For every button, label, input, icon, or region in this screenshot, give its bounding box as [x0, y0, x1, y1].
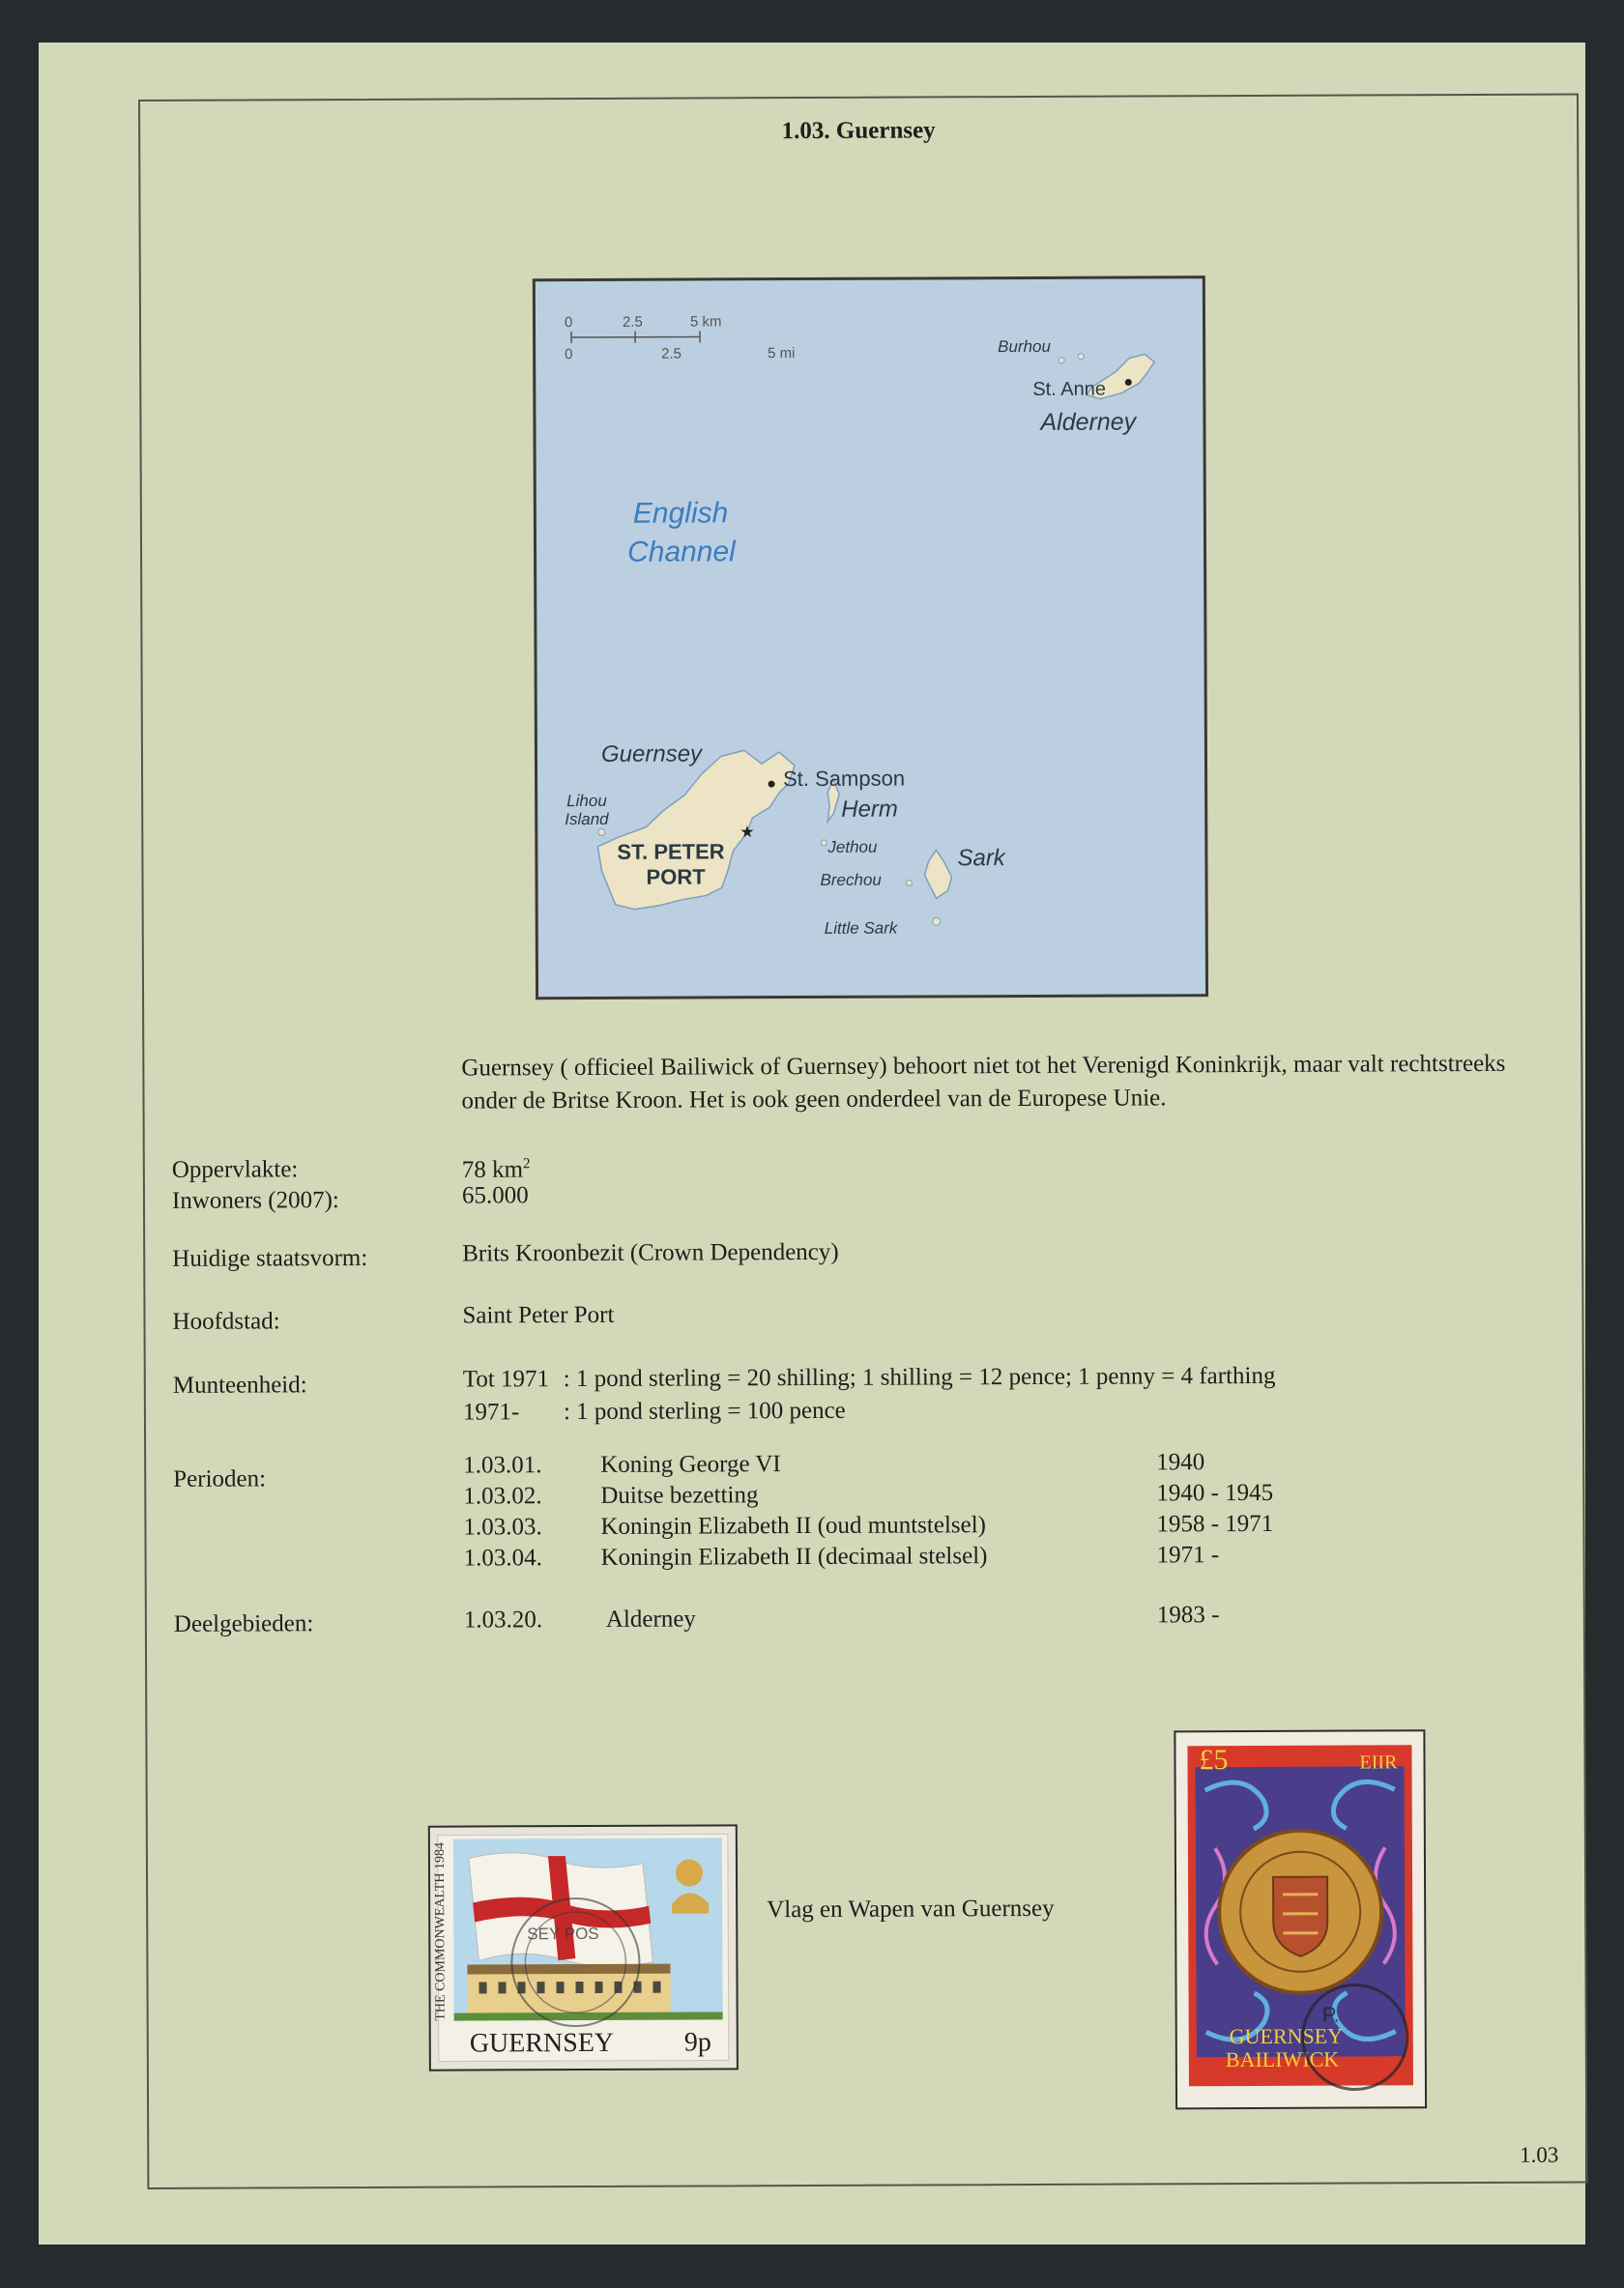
stamp-coat-of-arms — [1174, 1729, 1427, 2109]
sark-island — [924, 850, 951, 898]
label-brechou: Brechou — [820, 870, 882, 889]
stamp-commonwealth-flag — [428, 1824, 739, 2071]
subareas-label: Deelgebieden: — [173, 1610, 314, 1637]
intro-text: Guernsey ( officieel Bailiwick of Guernsey) behoort niet tot het Verenigd Koninkrijk, maar valt rechtstreeks onder de Britse Kroon. Het is ook geen onderdeel van de Europese Unie. — [461, 1050, 1506, 1115]
scale-mi-5: 5 mi — [768, 345, 796, 362]
label-st-sampson: St. Sampson — [783, 766, 906, 792]
label-channel: Channel — [626, 536, 736, 568]
period-name: Koningin Elizabeth II (decimaal stelsel) — [600, 1543, 988, 1571]
map-scale-bar — [571, 331, 700, 343]
currency-2-text: : 1 pond sterling = 100 pence — [563, 1397, 846, 1426]
label-port: PORT — [646, 864, 706, 889]
scale-km-5: 5 km — [689, 313, 722, 331]
area-value: 78 $km^2$ — [461, 1156, 531, 1183]
svg-text:★: ★ — [740, 823, 755, 842]
stamps-caption: Vlag en Wapen van Guernsey — [767, 1895, 1055, 1924]
label-st-peter: ST. PETER — [617, 839, 725, 864]
stamp-side-text: THE COMMONWEALTH 1984 — [432, 1842, 449, 2021]
label-alderney: Alderney — [1040, 408, 1137, 436]
period-years: 1971 - — [1156, 1542, 1220, 1569]
subarea-name: Alderney — [605, 1606, 696, 1633]
stamp-value: 9p — [683, 2027, 711, 2058]
scale-mi-0: 0 — [565, 346, 573, 363]
stamp-postmark-right: P. — [1321, 2002, 1340, 2027]
currency-1-text: : 1 pond sterling = 20 shilling; 1 shilling = 12 pence; 1 penny = 4 farthing — [563, 1362, 1276, 1393]
scale-mi-25: 2.5 — [661, 345, 682, 362]
label-island: Island — [565, 809, 609, 829]
subarea-code: 1.03.20. — [463, 1607, 543, 1634]
period-code: 1.03.04. — [463, 1545, 542, 1572]
stamp-country-right: GUERNSEY — [1229, 2023, 1344, 2049]
scale-km-0: 0 — [564, 314, 573, 332]
label-st-anne: St. Anne — [1032, 378, 1106, 400]
stamp-cipher: EIIR — [1359, 1752, 1398, 1774]
capital-label: Hoofdstad: — [172, 1308, 280, 1335]
government-label: Huidige staatsvorm: — [172, 1244, 368, 1272]
period-code: 1.03.03. — [463, 1514, 542, 1541]
scale-km-25: 2.5 — [622, 313, 643, 331]
page-number: 1.03 — [1519, 2142, 1559, 2167]
population-label: Inwoners (2007): — [171, 1187, 339, 1214]
currency-1-period: Tot 1971 — [462, 1366, 550, 1393]
label-sark: Sark — [957, 845, 1005, 872]
album-sheet — [39, 43, 1585, 2245]
period-code: 1.03.02. — [463, 1483, 542, 1510]
label-english: English — [632, 497, 729, 530]
period-years: 1958 - 1971 — [1156, 1510, 1274, 1538]
map-guernsey — [533, 275, 1208, 999]
stamp-country: GUERNSEY — [469, 2027, 615, 2059]
period-name: Koning George VI — [600, 1451, 781, 1478]
label-little-sark: Little Sark — [824, 918, 898, 938]
page-title: 1.03. Guernsey — [781, 117, 936, 145]
area-label: Oppervlakte: — [171, 1156, 299, 1183]
label-herm: Herm — [841, 796, 898, 823]
currency-label: Munteenheid: — [172, 1372, 307, 1399]
label-burhou: Burhou — [998, 336, 1051, 357]
period-name: Koningin Elizabeth II (oud muntstelsel) — [600, 1512, 987, 1540]
stamp-postmark: SEY POS — [527, 1924, 599, 1944]
period-name: Duitse bezetting — [600, 1482, 759, 1509]
period-code: 1.03.01. — [463, 1452, 542, 1479]
currency-2-period: 1971- — [462, 1399, 520, 1426]
population-value: 65.000 — [461, 1182, 529, 1209]
stamp-country-right-2: BAILIWICK — [1225, 2046, 1340, 2072]
label-jethou: Jethou — [827, 837, 878, 856]
subarea-years: 1983 - — [1156, 1602, 1220, 1629]
label-guernsey: Guernsey — [600, 740, 703, 767]
periods-label: Perioden: — [173, 1465, 267, 1492]
stamp-value-right: £5 — [1199, 1744, 1229, 1777]
government-value: Brits Kroonbezit (Crown Dependency) — [462, 1238, 839, 1267]
page-frame — [138, 93, 1587, 2188]
period-years: 1940 — [1156, 1449, 1205, 1476]
capital-value: Saint Peter Port — [462, 1301, 615, 1329]
period-years: 1940 - 1945 — [1156, 1479, 1274, 1507]
label-lihou: Lihou — [566, 791, 607, 811]
